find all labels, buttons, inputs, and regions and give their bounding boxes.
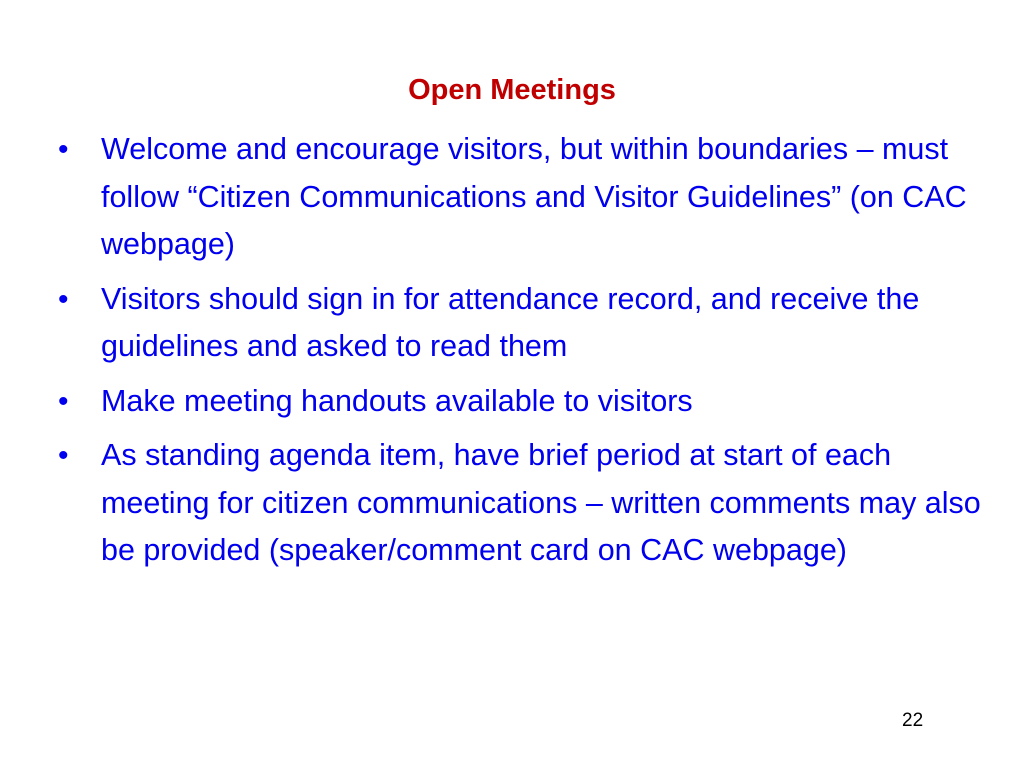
bullet-item-4	[54, 432, 984, 575]
bullet-item-3	[54, 378, 984, 426]
bullet-item-1	[54, 126, 984, 269]
bullet-text: Visitors should sign in for attendance record, and receive the guidelines and asked to read them	[101, 281, 920, 363]
bullet-text: Welcome and encourage visitors, but within boundaries – must follow “Citizen Communications and Visitor Guidelines” (on CAC webpage)	[101, 132, 967, 261]
slide-title: Open Meetings	[408, 74, 616, 106]
bullet-icon: •	[58, 439, 69, 472]
page-number: 22	[902, 710, 924, 731]
bullet-icon: •	[58, 282, 69, 316]
bullet-icon: •	[58, 384, 69, 418]
bullet-text: As standing agenda item, have brief period at start of each meeting for citizen communications – written comments may also be provided (speaker/comment card on CAC webpage)	[101, 438, 981, 567]
bullet-list	[54, 126, 984, 582]
bullet-icon: •	[58, 133, 69, 166]
bullet-text: Make meeting handouts available to visitors	[101, 383, 693, 418]
bullet-item-2	[54, 276, 984, 371]
